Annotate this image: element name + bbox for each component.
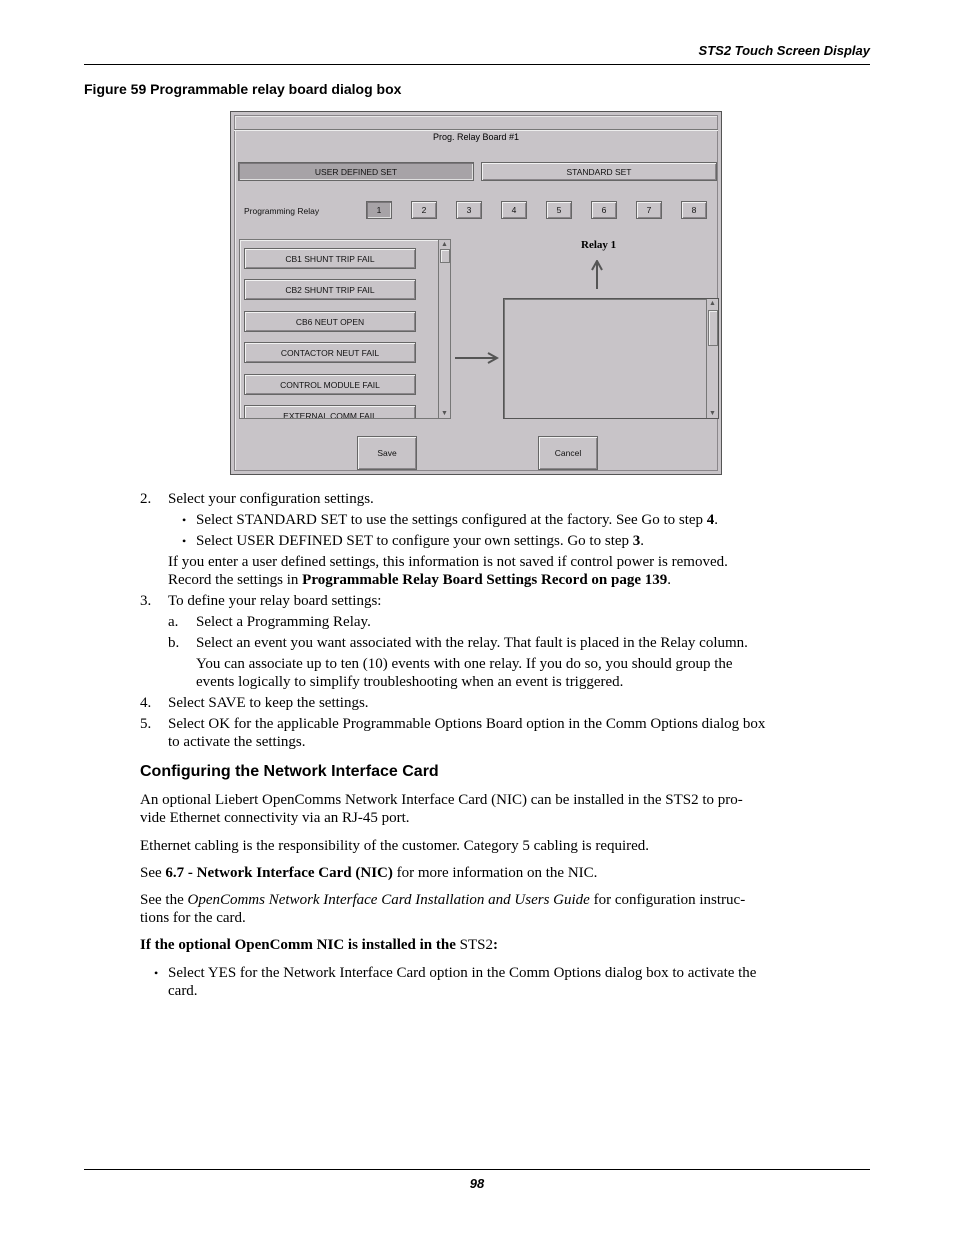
note-text: events logically to simplify troubleshooting when an event is triggered. (196, 674, 624, 690)
event-list-scrollbar[interactable] (438, 240, 450, 418)
scroll-up-arrow-icon[interactable]: ▲ (441, 241, 448, 248)
bullet-text: Select USER DEFINED SET to configure your own settings. Go to step 3. (196, 533, 645, 549)
cancel-button[interactable]: Cancel (538, 436, 598, 470)
figure-caption: Figure 59 Programmable relay board dialog box (84, 81, 402, 97)
section-heading: Configuring the Network Interface Card (140, 763, 439, 780)
substep-label: b. (168, 635, 180, 651)
paragraph-text: tions for the card. (140, 910, 246, 926)
substep-label: a. (168, 614, 179, 630)
substep-text: Select an event you want associated with the relay. That fault is placed in the Relay column. (196, 635, 748, 651)
up-arrow-icon (591, 260, 603, 290)
event-cb6-neut-open[interactable]: CB6 NEUT OPEN (244, 311, 416, 332)
step-text: Select SAVE to keep the settings. (168, 695, 369, 711)
scroll-down-arrow-icon[interactable]: ▼ (709, 410, 716, 417)
relay-button-4[interactable]: 4 (501, 201, 527, 219)
relay-button-2[interactable]: 2 (411, 201, 437, 219)
page-number: 98 (469, 1176, 485, 1191)
bullet-text: card. (168, 983, 198, 999)
event-external-comm-fail[interactable]: EXTERNAL COMM FAIL (244, 405, 416, 419)
footer-rule (84, 1169, 870, 1170)
event-contactor-neut-fail[interactable]: CONTACTOR NEUT FAIL (244, 342, 416, 363)
bullet-icon: • (182, 513, 187, 527)
relay-button-8[interactable]: 8 (681, 201, 707, 219)
relay-button-6[interactable]: 6 (591, 201, 617, 219)
event-cb2-shunt-trip-fail[interactable]: CB2 SHUNT TRIP FAIL (244, 279, 416, 300)
event-list-scroll-thumb[interactable] (440, 249, 450, 263)
scroll-down-arrow-icon[interactable]: ▼ (441, 410, 448, 417)
step-text: to activate the settings. (168, 734, 306, 750)
cross-reference-link[interactable]: 6.7 - Network Interface Card (NIC) (165, 865, 393, 881)
event-cb1-shunt-trip-fail[interactable]: CB1 SHUNT TRIP FAIL (244, 248, 416, 269)
save-button[interactable]: Save (357, 436, 417, 470)
event-control-module-fail[interactable]: CONTROL MODULE FAIL (244, 374, 416, 395)
relay-button-7[interactable]: 7 (636, 201, 662, 219)
relay-button-3[interactable]: 3 (456, 201, 482, 219)
programming-relay-label: Programming Relay (244, 206, 320, 216)
user-defined-set-button[interactable]: USER DEFINED SET (238, 162, 474, 181)
substep-text: Select a Programming Relay. (196, 614, 371, 630)
cross-reference-link[interactable]: Programmable Relay Board Settings Record on page 139 (302, 572, 668, 588)
note-text: Record the settings in Programmable Relay Board Settings Record on page 139. (168, 572, 672, 588)
paragraph-text: See 6.7 - Network Interface Card (NIC) for more information on the NIC. (140, 865, 598, 881)
relay-board-dialog (230, 111, 722, 475)
paragraph-text: If the optional OpenComm NIC is installed in the STS2: (140, 937, 498, 953)
paragraph-text: Ethernet cabling is the responsibility of the customer. Category 5 cabling is required. (140, 838, 650, 854)
step-text: Select your configuration settings. (168, 491, 374, 507)
standard-set-button[interactable]: STANDARD SET (481, 162, 717, 181)
relay-button-1[interactable]: 1 (366, 201, 392, 219)
scroll-up-arrow-icon[interactable]: ▲ (709, 300, 716, 307)
dialog-title: Prog. Relay Board #1 (432, 132, 520, 142)
relay-list-scroll-thumb[interactable] (708, 310, 718, 346)
note-text: You can associate up to ten (10) events with one relay. If you do so, you should group the (196, 656, 733, 672)
step-number: 2. (140, 491, 152, 507)
step-text: Select OK for the applicable Programmable Options Board option in the Comm Options dialog box (168, 716, 766, 732)
step-text: To define your relay board settings: (168, 593, 382, 609)
bullet-icon: • (154, 966, 159, 980)
bullet-text: Select YES for the Network Interface Card option in the Comm Options dialog box to activate the (168, 965, 757, 981)
event-list (239, 239, 451, 419)
step-number: 5. (140, 716, 152, 732)
note-text: If you enter a user defined settings, this information is not saved if control power is removed. (168, 554, 728, 570)
dialog-titlebar (234, 115, 718, 130)
step-number: 4. (140, 695, 152, 711)
paragraph-text: An optional Liebert OpenComms Network Interface Card (NIC) can be installed in the STS2 to pro- (140, 792, 743, 808)
relay-list-scrollbar[interactable] (706, 299, 718, 418)
running-header: STS2 Touch Screen Display (698, 43, 870, 58)
relay-column-label: Relay 1 (581, 239, 617, 251)
relay-events-list (503, 298, 719, 419)
relay-button-5[interactable]: 5 (546, 201, 572, 219)
right-arrow-icon (455, 352, 499, 364)
bullet-text: Select STANDARD SET to use the settings configured at the factory. See Go to step 4. (196, 512, 719, 528)
paragraph-text: See the OpenComms Network Interface Card Installation and Users Guide for configuration instruc- (140, 892, 746, 908)
step-number: 3. (140, 593, 152, 609)
header-rule (84, 64, 870, 65)
bullet-icon: • (182, 534, 187, 548)
paragraph-text: vide Ethernet connectivity via an RJ-45 port. (140, 810, 410, 826)
